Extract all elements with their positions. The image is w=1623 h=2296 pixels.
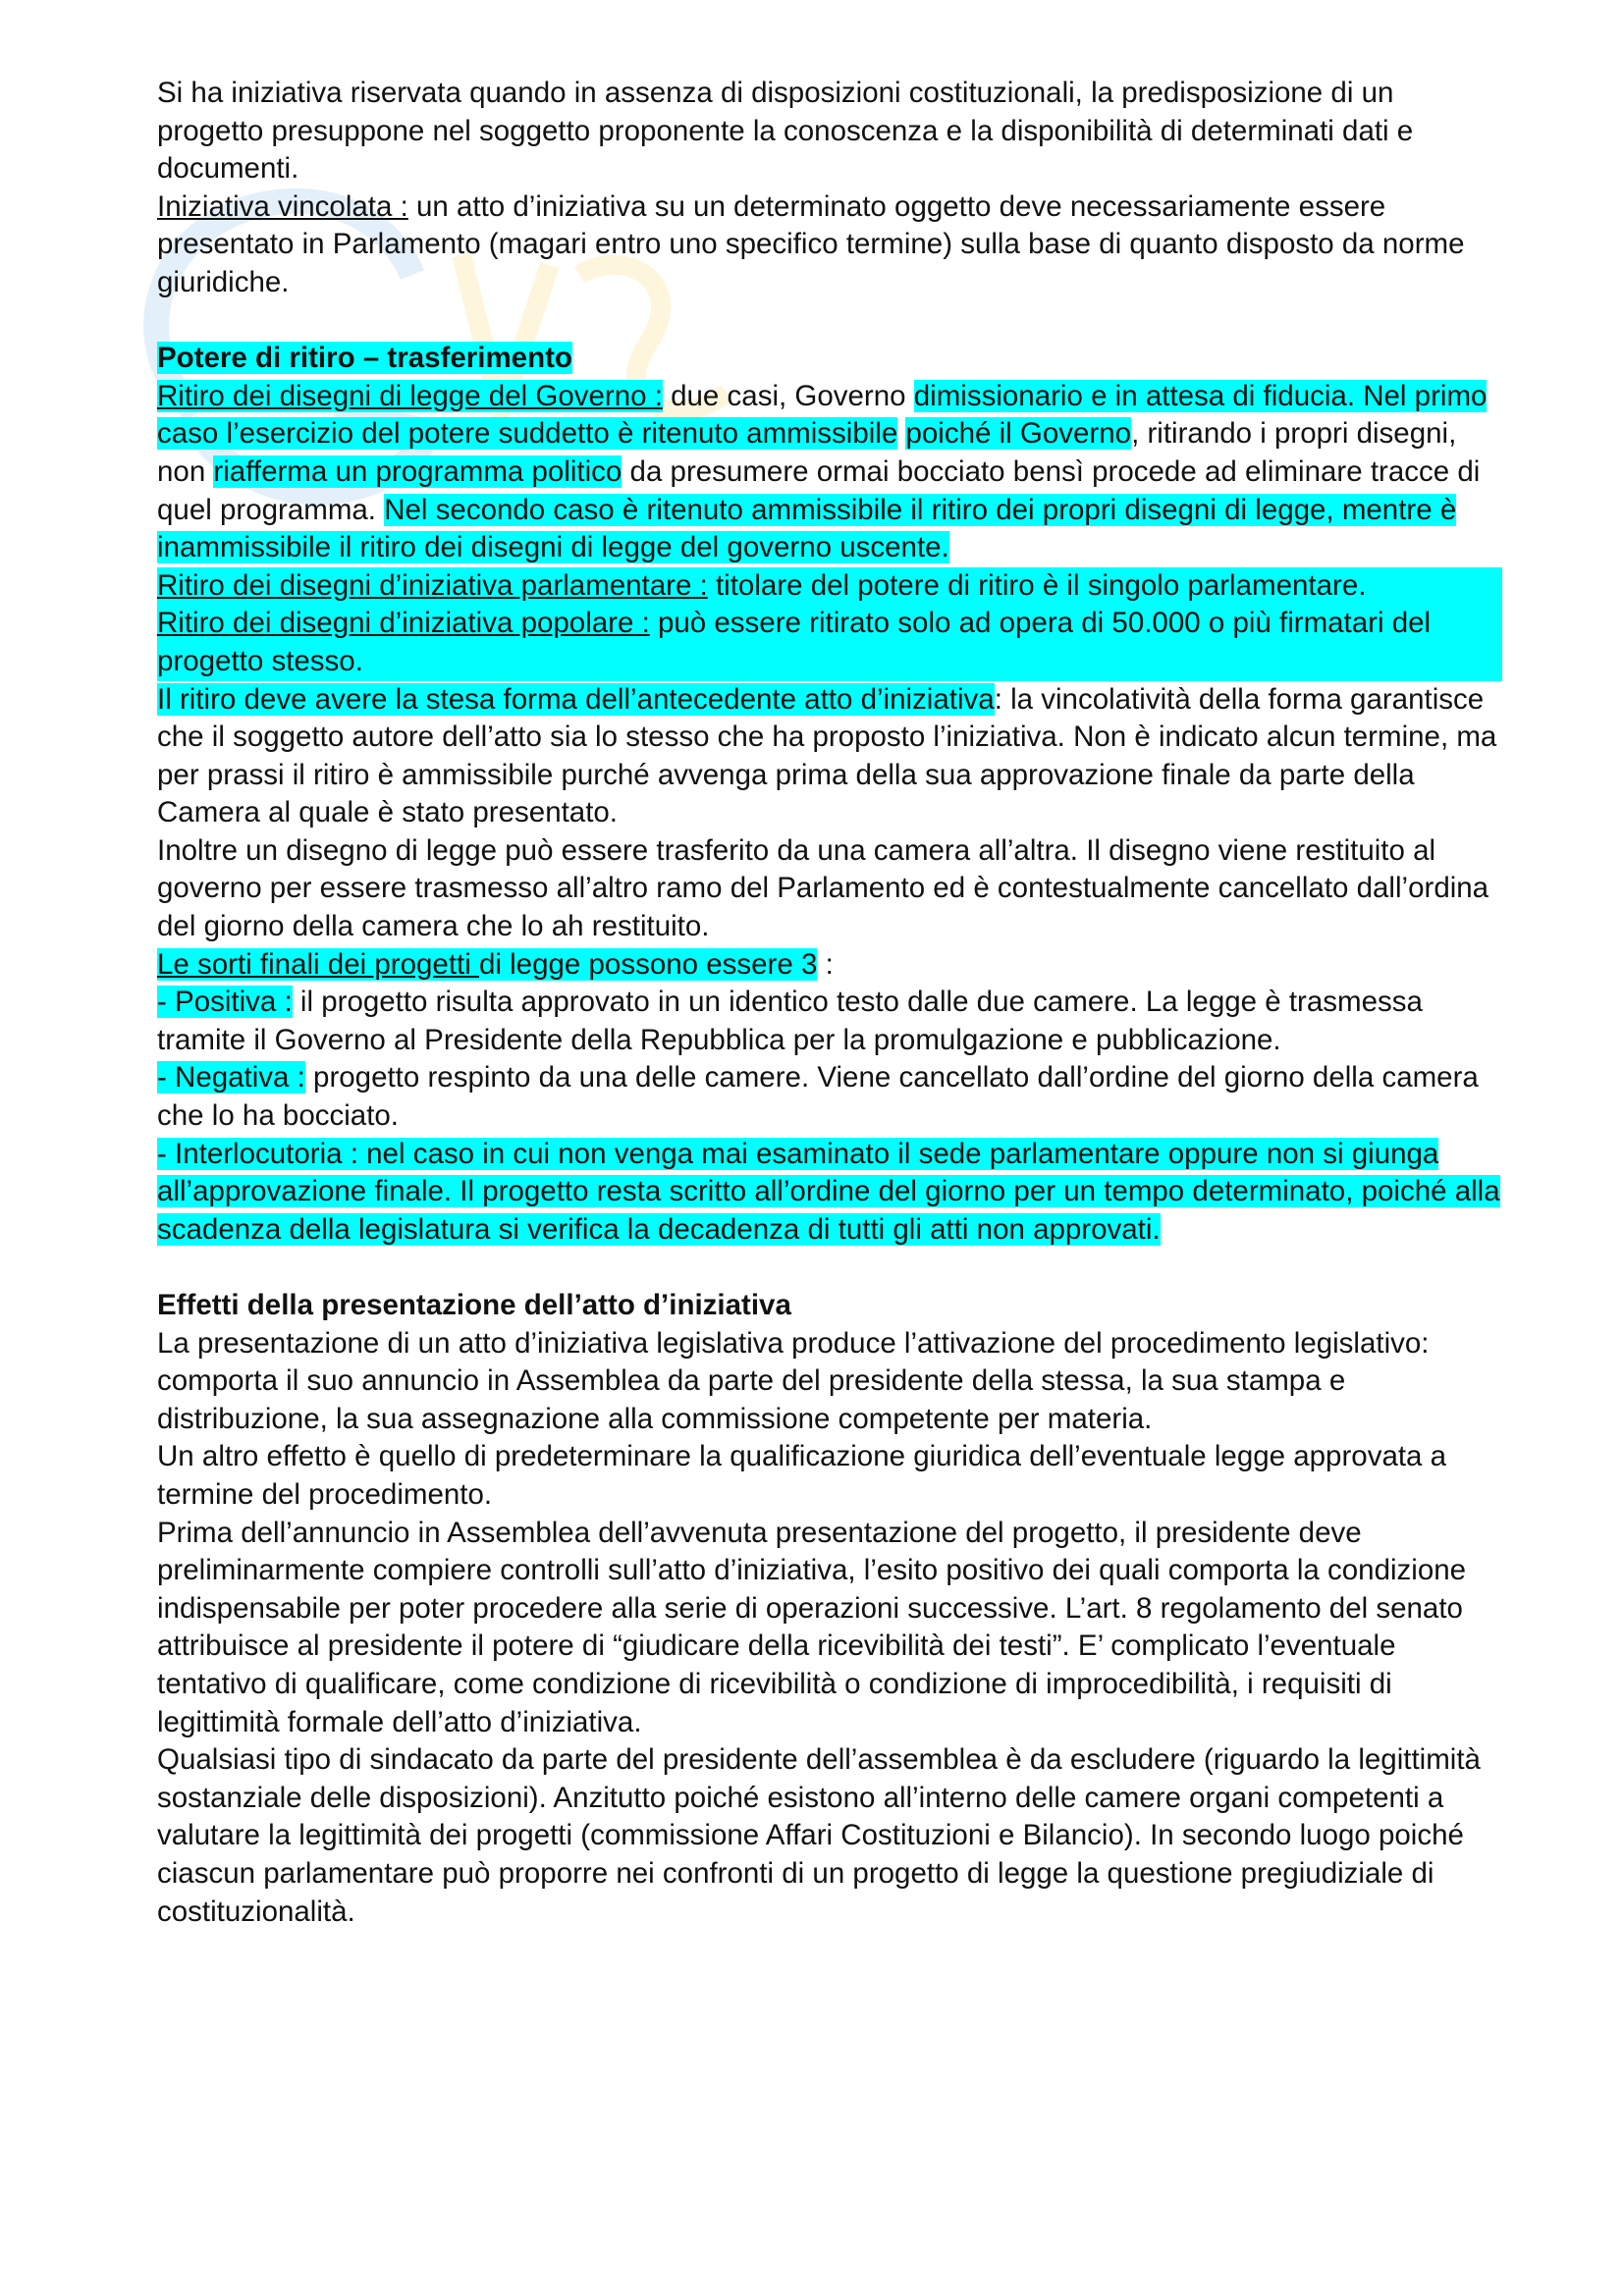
spacer <box>157 302 1502 341</box>
paragraph-trasferimento: Inoltre un disegno di legge può essere trasferito da una camera all’altra. Il disegno viene restituito al governo per essere trasmesso all’altro ramo del Parlamento ed è contestualmente cancellato dall’ordina del giorno della camera che lo ah restituito. <box>157 833 1489 943</box>
term-sorti-finali: Le sorti finali dei progetti <box>157 947 479 981</box>
paragraph-altro-effetto: Un altro effetto è quello di predeterminare la qualificazione giuridica dell’eventuale legge approvata a termine del procedimento. <box>157 1440 1447 1511</box>
term-ritiro-parlamentare: Ritiro dei disegni d’iniziativa parlamentare : <box>157 568 708 602</box>
paragraph-ritiro-governo: Ritiro dei disegni di legge del Governo : due casi, Governo dimissionario e in attesa di fiducia. Nel primo caso l’esercizio del potere suddetto è ritenuto ammissibile poiché il Governo, ritirando i propri disegni, non riafferma un programma politico da presumere ormai bocciato bensì procede ad eliminare tracce di quel programma. Nel secondo caso è ritenuto ammissibile il ritiro dei propri disegni di legge, mentre è inammissibile il ritiro dei disegni di legge del governo uscente. <box>157 379 1488 564</box>
paragraph-forma-ritiro: Il ritiro deve avere la stesa forma dell’antecedente atto d’iniziativa: la vincolatività della forma garantisce che il soggetto autore dell’atto sia lo stesso che ha proposto l’iniziativa. Non è indicato alcun termine, ma per prassi il ritiro è ammissibile purché avvenga prima della sua approvazione finale da parte della Camera al quale è stato presentato. <box>157 682 1497 829</box>
paragraph-iniziativa-riservata: Si ha iniziativa riservata quando in assenza di disposizioni costituzionali, la predisposizione di un progetto presuppone nel soggetto proponente la conoscenza e la disponibilità di determinati dati e documenti. <box>157 77 1414 186</box>
term-iniziativa-vincolata: Iniziativa vincolata : <box>157 189 408 223</box>
document-page <box>157 75 1502 1931</box>
heading-potere-di-ritiro: Potere di ritiro – trasferimento <box>157 342 572 375</box>
item-negativa: - Negativa : progetto respinto da una delle camere. Viene cancellato dall’ordine del giorno della camera che lo ha bocciato. <box>157 1061 1479 1133</box>
item-positiva: - Positiva : il progetto risulta approvato in un identico testo dalle due camere. La legge è trasmessa tramite il Governo al Presidente della Repubblica per la promulgazione e pubblicazione. <box>157 986 1423 1056</box>
paragraph-iniziativa-vincolata: Iniziativa vincolata : un atto d’iniziativa su un determinato oggetto deve necessariamente essere presentato in Parlamento (magari entro uno specifico termine) sulla base di quanto disposto da norme giuridiche. <box>157 189 1465 298</box>
term-ritiro-governo: Ritiro dei disegni di legge del Governo : <box>157 379 663 412</box>
spacer <box>157 1249 1502 1287</box>
paragraph-ritiro-parlamentare: Ritiro dei disegni d’iniziativa parlamentare : titolare del potere di ritiro è il singolo parlamentare. <box>157 567 1502 606</box>
label-negativa: - Negativa : <box>157 1061 305 1095</box>
paragraph-presentazione: La presentazione di un atto d’iniziativa legislativa produce l’attivazione del procedimento legislativo: comporta il suo annuncio in Assemblea da parte del presidente della stessa, la sua stampa e distribuzione, la sua assegnazione alla commissione competente per materia. <box>157 1326 1430 1435</box>
label-positiva: - Positiva : <box>157 986 293 1019</box>
paragraph-sorti-finali: Le sorti finali dei progetti di legge possono essere 3 : <box>157 947 834 981</box>
heading-effetti-presentazione: Effetti della presentazione dell’atto d’iniziativa <box>157 1289 791 1321</box>
paragraph-ritiro-popolare: Ritiro dei disegni d’iniziativa popolare : può essere ritirato solo ad opera di 50.000 o più firmatari del progetto stesso. <box>157 605 1502 680</box>
term-ritiro-popolare: Ritiro dei disegni d’iniziativa popolare : <box>157 607 650 640</box>
paragraph-controlli-presidente: Prima dell’annuncio in Assemblea dell’avvenuta presentazione del progetto, il presidente deve preliminarmente compiere controlli sull’atto d’iniziativa, l’esito positivo dei quali comporta la condizione indispensabile per poter procedere alla serie di operazioni successive. L’art. 8 regolamento del senato attribuisce al presidente il potere di “giudicare della ricevibilità dei testi”. E’ complicato l’eventuale tentativo di qualificare, come condizione di ricevibilità o condizione di improcedibilità, i requisiti di legittimità formale dell’atto d’iniziativa. <box>157 1516 1467 1738</box>
paragraph-sindacato: Qualsiasi tipo di sindacato da parte del presidente dell’assemblea è da escludere (riguardo la legittimità sostanziale delle disposizioni). Anzitutto poiché esistono all’interno delle camere organi competenti a valutare la legittimità dei progetti (commissione Affari Costituzioni e Bilancio). In secondo luogo poiché ciascun parlamentare può proporre nei confronti di un progetto di legge la questione pregiudiziale di costituzionalità. <box>157 1743 1481 1928</box>
item-interlocutoria: - Interlocutoria : nel caso in cui non venga mai esaminato il sede parlamentare oppure non si giunga all’approvazione finale. Il progetto resta scritto all’ordine del giorno per un tempo determinato, poiché alla scadenza della legislatura si verifica la decadenza di tutti gli atti non approvati. <box>157 1137 1500 1246</box>
